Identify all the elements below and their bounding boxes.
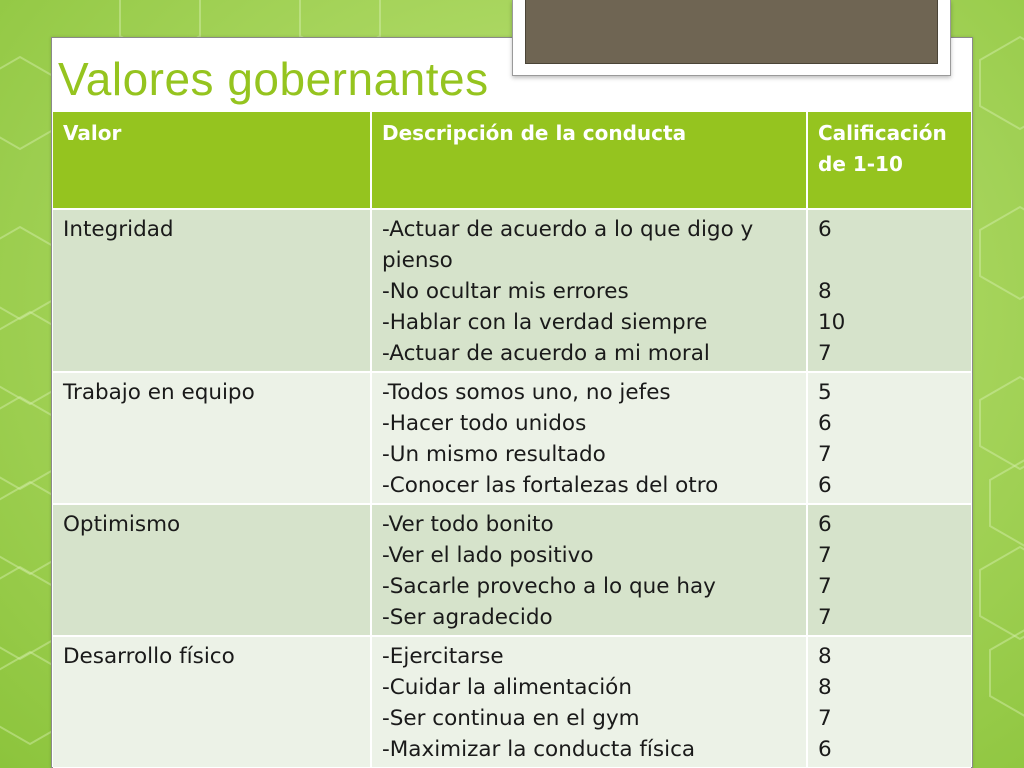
conducta-line: -Ejercitarse xyxy=(382,644,504,669)
cell-valor: Integridad xyxy=(53,209,371,372)
conducta-line: -Maximizar la conducta física xyxy=(382,737,696,762)
cell-conductas xyxy=(371,504,807,636)
header-valor: Valor xyxy=(53,112,371,209)
calificacion-value: 6 xyxy=(818,411,832,436)
calificacion-value xyxy=(818,245,961,276)
table-row xyxy=(53,636,971,768)
values-table xyxy=(53,112,971,768)
conducta-line: -Ser agradecido xyxy=(382,605,553,630)
picture-placeholder xyxy=(525,0,938,64)
conducta-line: -Cuidar la alimentación xyxy=(382,675,632,700)
picture-frame xyxy=(512,0,951,76)
calificacion-value: 7 xyxy=(818,574,832,599)
cell-conductas xyxy=(371,372,807,504)
cell-valor: Optimismo xyxy=(53,504,371,636)
conducta-line: -Ser continua en el gym xyxy=(382,706,640,731)
calificacion-value: 6 xyxy=(818,217,832,242)
cell-calificaciones xyxy=(807,209,971,372)
conducta-line: -Hablar con la verdad siempre xyxy=(382,310,708,335)
cell-conductas xyxy=(371,209,807,372)
cell-calificaciones xyxy=(807,636,971,768)
calificacion-value: 8 xyxy=(818,644,832,669)
conducta-line: -Todos somos uno, no jefes xyxy=(382,380,671,405)
calificacion-value: 7 xyxy=(818,341,832,366)
calificacion-value: 6 xyxy=(818,473,832,498)
conducta-line: -Un mismo resultado xyxy=(382,442,606,467)
calificacion-value: 6 xyxy=(818,512,832,537)
conducta-line: -Sacarle provecho a lo que hay xyxy=(382,574,716,599)
calificacion-value: 7 xyxy=(818,543,832,568)
conducta-line: -Ver el lado positivo xyxy=(382,543,594,568)
header-calificacion: Calificación de 1-10 xyxy=(807,112,971,209)
table-header-row xyxy=(53,112,971,209)
calificacion-value: 10 xyxy=(818,310,846,335)
calificacion-value: 6 xyxy=(818,737,832,762)
header-descripcion: Descripción de la conducta xyxy=(371,112,807,209)
conducta-line: -Actuar de acuerdo a mi moral xyxy=(382,341,710,366)
table-row xyxy=(53,372,971,504)
calificacion-value: 8 xyxy=(818,675,832,700)
calificacion-value: 8 xyxy=(818,279,832,304)
conducta-line: -Hacer todo unidos xyxy=(382,411,587,436)
calificacion-value: 5 xyxy=(818,380,832,405)
calificacion-value: 7 xyxy=(818,442,832,467)
cell-calificaciones xyxy=(807,372,971,504)
table-row xyxy=(53,504,971,636)
cell-calificaciones xyxy=(807,504,971,636)
cell-conductas xyxy=(371,636,807,768)
cell-valor: Trabajo en equipo xyxy=(53,372,371,504)
conducta-line: -Conocer las fortalezas del otro xyxy=(382,473,719,498)
conducta-line: -No ocultar mis errores xyxy=(382,279,629,304)
conducta-line: -Ver todo bonito xyxy=(382,512,554,537)
table-row xyxy=(53,209,971,372)
cell-valor: Desarrollo físico xyxy=(53,636,371,768)
calificacion-value: 7 xyxy=(818,605,832,630)
conducta-line: -Actuar de acuerdo a lo que digo y pienso xyxy=(382,217,754,273)
slide-title: Valores gobernantes xyxy=(58,53,489,105)
calificacion-value: 7 xyxy=(818,706,832,731)
